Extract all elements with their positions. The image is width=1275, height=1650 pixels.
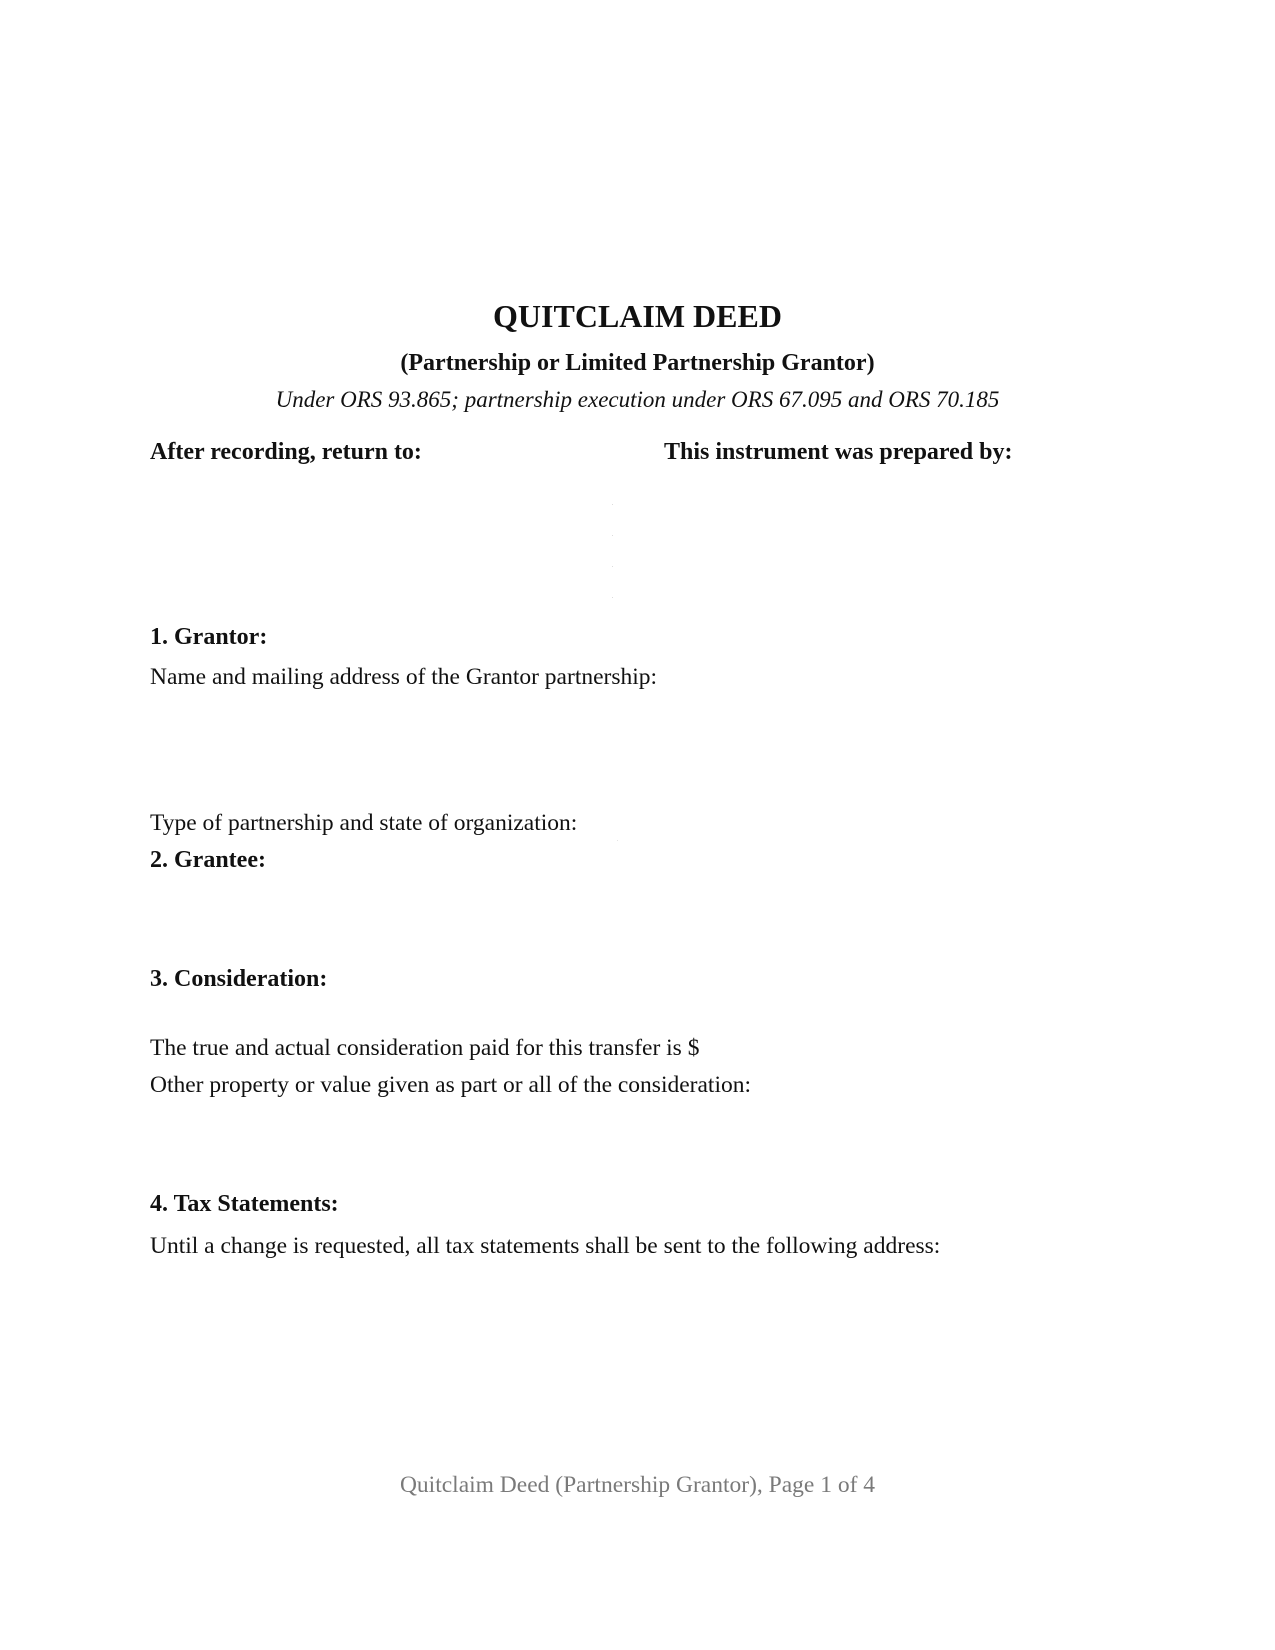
consideration-heading: 3. Consideration: [150, 966, 328, 992]
consideration-other-property-label: Other property or value given as part or all of the consideration: [150, 1072, 752, 1098]
grantor-type-field-mark [617, 840, 618, 841]
grantor-name-address-label: Name and mailing address of the Grantor partnership: [150, 664, 658, 690]
document-title: QUITCLAIM DEED [493, 298, 782, 334]
tax-statements-address-label: Until a change is requested, all tax statements shall be sent to the following address: [150, 1233, 941, 1259]
grantor-type-label: Type of partnership and state of organization: [150, 810, 578, 836]
consideration-amount-label: The true and actual consideration paid for this transfer is $ [150, 1035, 700, 1061]
column-divider [612, 504, 613, 604]
prepared-by-label: This instrument was prepared by: [664, 439, 1013, 465]
grantor-heading: 1. Grantor: [150, 624, 268, 650]
return-to-label: After recording, return to: [150, 439, 422, 465]
document-subtitle: (Partnership or Limited Partnership Grantor) [400, 350, 875, 376]
tax-statements-heading: 4. Tax Statements: [150, 1191, 339, 1217]
grantee-heading: 2. Grantee: [150, 847, 266, 873]
page-footer: Quitclaim Deed (Partnership Grantor), Page 1 of 4 [399, 1472, 876, 1498]
statute-reference: Under ORS 93.865; partnership execution under ORS 67.095 and ORS 70.185 [275, 387, 1000, 412]
